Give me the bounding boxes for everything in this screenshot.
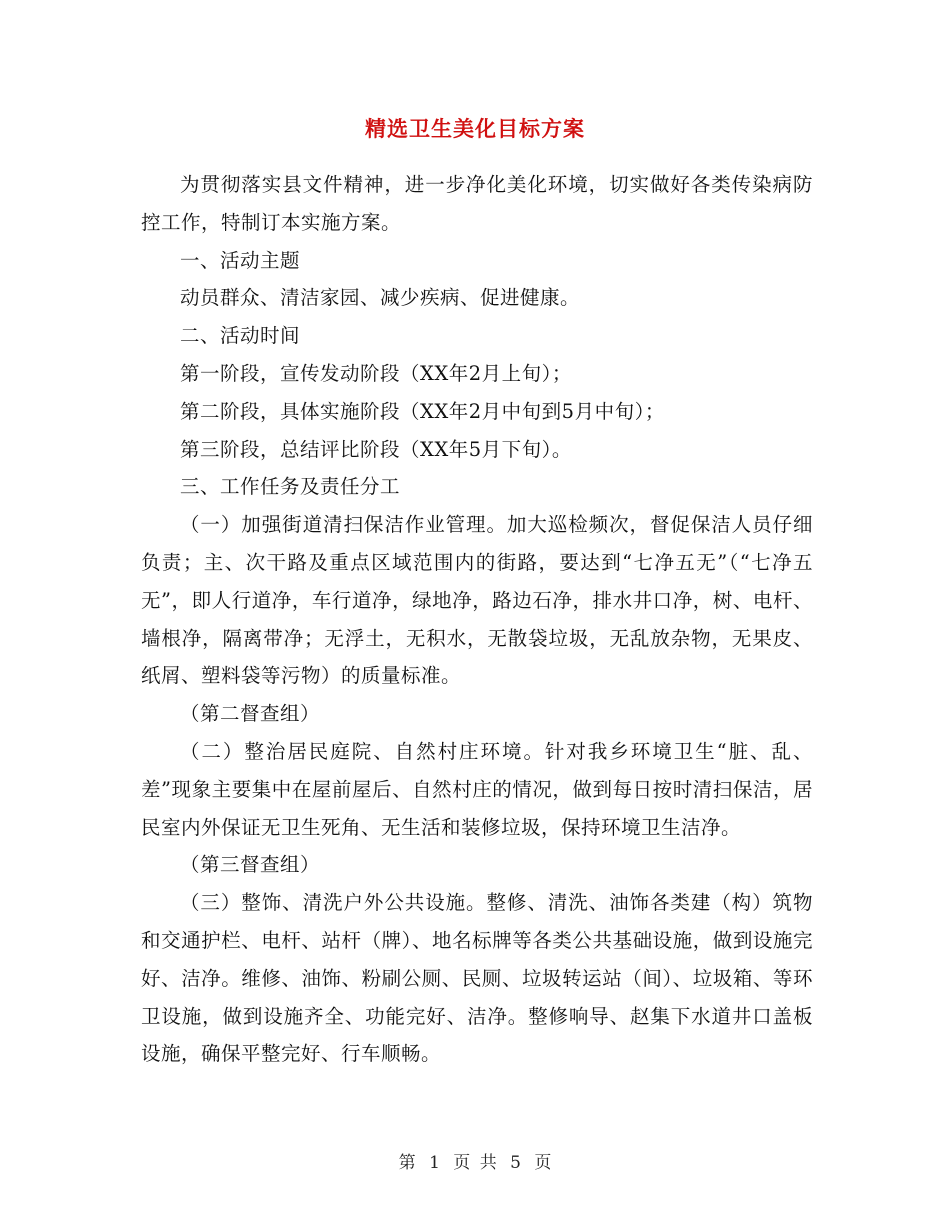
heading-activity-time: 二、活动时间	[180, 324, 301, 348]
heading-activity-theme: 一、活动主题	[180, 248, 301, 272]
heading-tasks: 三、工作任务及责任分工	[180, 475, 401, 499]
footer-suffix: 页	[534, 1153, 552, 1173]
document-body	[141, 166, 813, 1073]
footer-prefix: 第	[398, 1153, 416, 1173]
paragraph-task-1: （一）加强街道清扫保洁作业管理。加大巡检频次，督促保洁人员仔细负责；主、次干路及重点区域范围内的街路，要达到“七净五无”（“七净五无”，即人行道净，车行道净，绿地净，路边石净，排水井口净，树、电杆、墙根净，隔离带净；无浮土，无积水，无散袋垃圾，无乱放杂物，无果皮、纸屑、塑料袋等污物）的质量标准。	[141, 513, 813, 688]
paragraph-task-2: （二）整治居民庭院、自然村庄环境。针对我乡环境卫生“脏、乱、差”现象主要集中在屋前屋后、自然村庄的情况，做到每日按时清扫保洁，居民室内外保证无卫生死角、无生活和装修垃圾，保持环境卫生洁净。	[141, 739, 813, 839]
page-footer	[0, 1148, 950, 1173]
document-title: 精选卫生美化目标方案	[365, 117, 585, 141]
footer-page-number: 1	[429, 1153, 440, 1173]
footer-total-pages: 5	[510, 1153, 521, 1173]
paragraph-group-2: （第二督查组）	[180, 702, 321, 726]
paragraph-intro: 为贯彻落实县文件精神，进一步净化美化环境，切实做好各类传染病防控工作，特制订本实施方案。	[141, 173, 813, 234]
paragraph-group-3: （第三督查组）	[180, 853, 321, 877]
paragraph-task-3: （三）整饰、清洗户外公共设施。整修、清洗、油饰各类建（构）筑物和交通护栏、电杆、站杆（牌）、地名标牌等各类公共基础设施，做到设施完好、洁净。维修、油饰、粉刷公厕、民厕、垃圾转运站（间）、垃圾箱、等环卫设施，做到设施齐全、功能完好、洁净。整修响导、赵集下水道井口盖板设施，确保平整完好、行车顺畅。	[141, 891, 813, 1066]
paragraph-stage-3: 第三阶段，总结评比阶段（XX年5月下旬）。	[180, 437, 572, 461]
paragraph-stage-1: 第一阶段，宣传发动阶段（XX年2月上旬）；	[180, 361, 572, 385]
footer-mid: 页 共	[453, 1153, 497, 1173]
paragraph-theme: 动员群众、清洁家园、减少疾病、促进健康。	[180, 286, 581, 310]
paragraph-stage-2: 第二阶段，具体实施阶段（XX年2月中旬到5月中旬）；	[180, 399, 665, 423]
